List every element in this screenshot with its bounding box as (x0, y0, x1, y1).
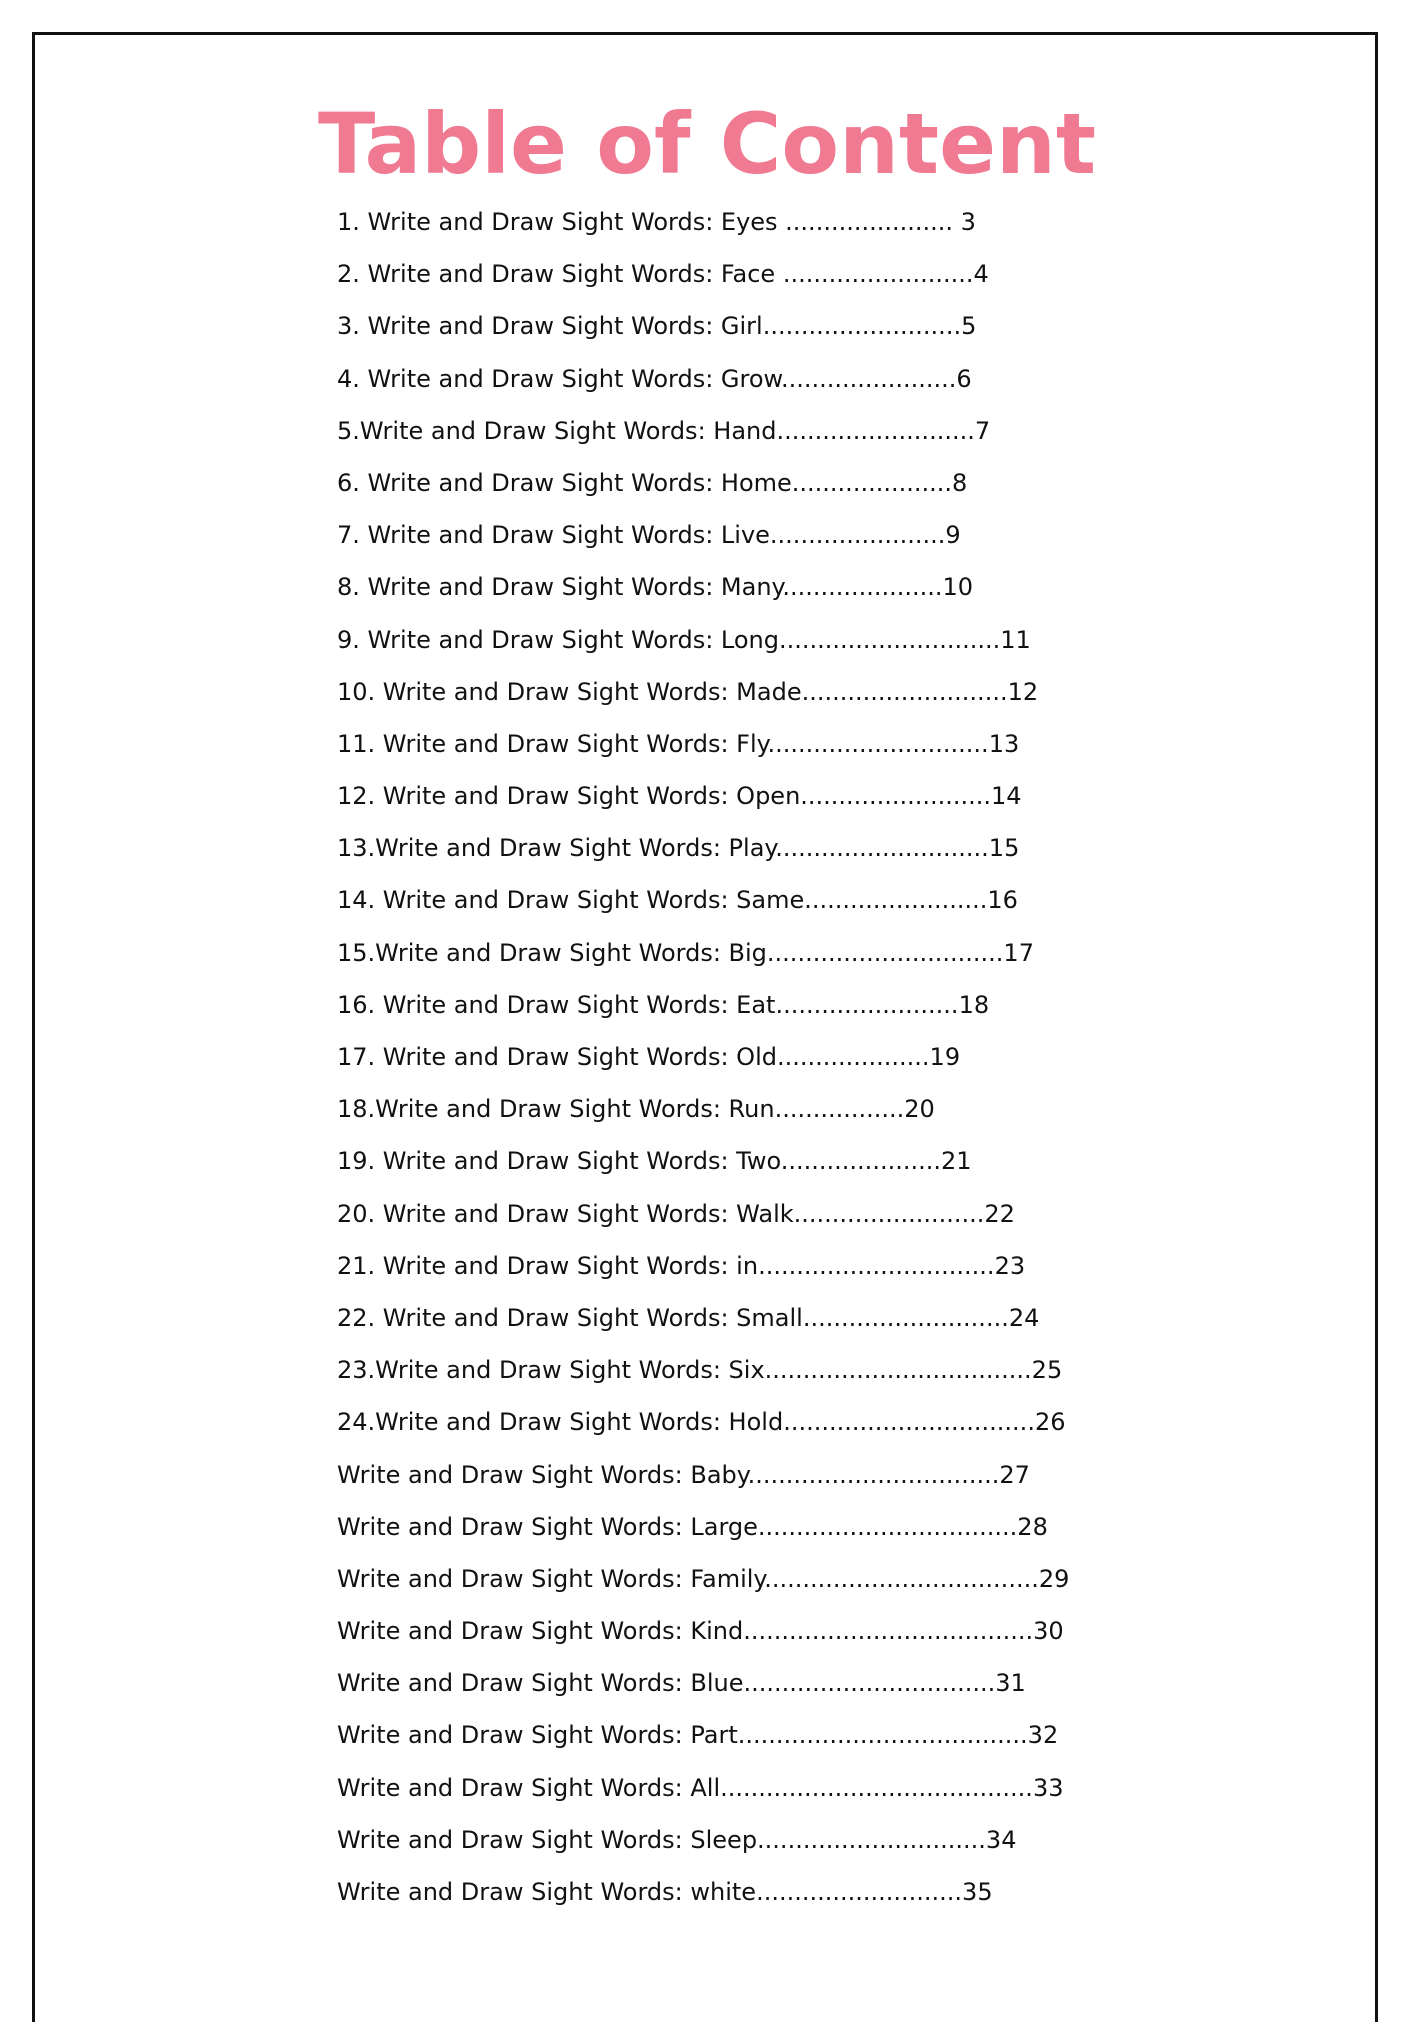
toc-entry-label: Write and Draw Sight Words: Large (337, 1512, 758, 1541)
toc-entry (337, 1455, 1069, 1507)
toc-entry-leader: ..................... (780, 1147, 941, 1176)
toc-entry-page: 7 (974, 416, 991, 445)
toc-entry-page: 29 (1038, 1564, 1070, 1593)
toc-entry-page: 23 (994, 1251, 1026, 1280)
toc-entry (337, 672, 1069, 724)
toc-entry-label: 14. Write and Draw Sight Words: Same (337, 886, 805, 915)
toc-entry (337, 776, 1069, 828)
toc-entry-leader: ..................... (791, 468, 952, 497)
toc-entry-label: 18.Write and Draw Sight Words: Run (337, 1095, 775, 1124)
toc-entry-page: 4 (973, 260, 989, 289)
toc-entry-label: 16. Write and Draw Sight Words: Eat (337, 990, 776, 1019)
toc-entry (337, 411, 1069, 463)
toc-entry-label: 13.Write and Draw Sight Words: Play (337, 834, 776, 863)
toc-entry-leader: ....................... (769, 521, 946, 550)
toc-entry-page: 26 (1034, 1408, 1066, 1437)
toc-entry (337, 306, 1069, 358)
toc-entry-page: 16 (987, 886, 1018, 915)
toc-entry-page: 13 (988, 729, 1020, 758)
page-title: Table of Content (317, 95, 1097, 193)
toc-entry-leader: ........................ (804, 886, 988, 915)
toc-entry-label: 8. Write and Draw Sight Words: Many (337, 573, 783, 602)
toc-entry (337, 1820, 1069, 1872)
toc-entry (337, 202, 1069, 254)
toc-entry-label: Write and Draw Sight Words: Baby (337, 1460, 748, 1489)
toc-entry-leader: .............................. (757, 1825, 986, 1854)
toc-entry (337, 1037, 1069, 1089)
toc-entry-label: Write and Draw Sight Words: Kind (337, 1617, 744, 1646)
toc-entry (337, 828, 1069, 880)
toc-entry-label: 7. Write and Draw Sight Words: Live (337, 521, 770, 550)
toc-entry (337, 567, 1069, 619)
toc-entry-label: 17. Write and Draw Sight Words: Old (337, 1043, 777, 1071)
toc-entry (337, 985, 1069, 1037)
toc-entry-leader: .......................... (776, 416, 975, 445)
toc-entry-page: 22 (984, 1199, 1015, 1228)
toc-entry-leader: ...................................... (743, 1617, 1034, 1646)
toc-entry-page: 35 (962, 1878, 993, 1906)
toc-entry (337, 880, 1069, 932)
toc-entry-leader: ..................... (782, 573, 943, 602)
toc-entry-leader: ........................ (775, 990, 959, 1019)
toc-entry-label: Write and Draw Sight Words: Sleep (337, 1825, 758, 1854)
toc-entry-leader: ......................... (793, 1199, 985, 1228)
toc-entry-leader: .................................... (764, 1564, 1039, 1593)
toc-entry-label: 24.Write and Draw Sight Words: Hold (337, 1408, 784, 1437)
toc-entry-label: 9. Write and Draw Sight Words: Long (337, 625, 779, 654)
toc-entry-page: 31 (995, 1669, 1026, 1698)
toc-entry-page: 33 (1032, 1773, 1064, 1802)
toc-entry (337, 724, 1069, 776)
toc-entry-label: 2. Write and Draw Sight Words: Face (337, 260, 783, 289)
toc-entry-page: 20 (904, 1095, 935, 1124)
toc-entry (337, 1507, 1069, 1559)
toc-entry (337, 1298, 1069, 1350)
toc-entry-label: 11. Write and Draw Sight Words: Fly (337, 729, 768, 758)
toc-entry-leader: ...................................... (737, 1721, 1028, 1750)
toc-entry (337, 1402, 1069, 1454)
toc-entry-label: Write and Draw Sight Words: All (337, 1773, 721, 1802)
toc-entry-label: Write and Draw Sight Words: Part (337, 1721, 738, 1750)
toc-entry-label: 3. Write and Draw Sight Words: Girl (337, 312, 763, 341)
toc-entry-leader: ................................. (747, 1460, 1000, 1489)
toc-entry-page: 30 (1033, 1617, 1064, 1646)
toc-entry (337, 1559, 1069, 1611)
toc-entry-leader: ......................... (800, 782, 992, 811)
toc-entry-leader: ...................... (785, 208, 954, 236)
toc-entry-leader: ........................... (802, 1303, 1009, 1332)
toc-entry-leader: .................................. (757, 1512, 1018, 1541)
toc-entry-leader: .......................... (762, 312, 962, 341)
toc-entry (337, 1872, 1069, 1924)
toc-entry (337, 1663, 1069, 1715)
toc-entry-label: 15.Write and Draw Sight Words: Big (337, 938, 767, 967)
toc-entry-leader: ................................. (783, 1408, 1035, 1437)
toc-entry-leader: ................. (774, 1095, 905, 1124)
toc-entry-page: 12 (1007, 677, 1039, 706)
toc-entry (337, 1246, 1069, 1298)
toc-entry-label: 5.Write and Draw Sight Words: Hand (337, 416, 777, 445)
toc-entry-label: Write and Draw Sight Words: Blue (337, 1669, 744, 1698)
toc-entry-page: 15 (988, 834, 1020, 863)
toc-entry-page: 8 (952, 468, 968, 497)
toc-entry-label: 12. Write and Draw Sight Words: Open (337, 782, 801, 811)
toc-entry-leader: ........................... (756, 1878, 963, 1906)
toc-entry-page: 17 (1003, 938, 1034, 967)
toc-entry-page: 14 (991, 782, 1022, 811)
toc-entry (337, 463, 1069, 515)
toc-entry-page: 32 (1027, 1721, 1059, 1750)
toc-entry (337, 515, 1069, 567)
toc-entry-label: 21. Write and Draw Sight Words: in (337, 1251, 759, 1280)
toc-entry-leader: ............................... (766, 938, 1004, 967)
toc-entry-page: 27 (999, 1460, 1030, 1489)
toc-entry-leader: ............................ (775, 834, 989, 863)
toc-entry-label: Write and Draw Sight Words: white (337, 1878, 757, 1906)
toc-entry-page: 21 (940, 1147, 972, 1176)
table-of-contents (337, 202, 1069, 1924)
toc-entry-page: 25 (1031, 1356, 1063, 1385)
toc-entry-leader: ............................. (767, 729, 989, 758)
toc-entry (337, 1350, 1069, 1402)
toc-entry-label: 20. Write and Draw Sight Words: Walk (337, 1199, 794, 1228)
toc-entry-page: 19 (929, 1043, 961, 1071)
toc-entry-label: 4. Write and Draw Sight Words: Grow (337, 364, 781, 393)
toc-entry (337, 620, 1069, 672)
toc-entry-leader: ............................. (778, 625, 1001, 654)
toc-entry-page: 28 (1017, 1512, 1048, 1541)
toc-entry-label: 10. Write and Draw Sight Words: Made (337, 677, 802, 706)
toc-entry (337, 1768, 1069, 1820)
toc-entry (337, 1194, 1069, 1246)
toc-entry-leader: ......................................... (720, 1773, 1033, 1802)
toc-entry-page: 3 (953, 208, 976, 236)
toc-entry-page: 18 (958, 990, 990, 1019)
toc-entry-label: 6. Write and Draw Sight Words: Home (337, 468, 792, 497)
toc-entry-label: 1. Write and Draw Sight Words: Eyes (337, 208, 786, 236)
toc-entry-leader: ........................... (801, 677, 1008, 706)
toc-entry (337, 1715, 1069, 1767)
toc-entry-page: 5 (961, 312, 977, 341)
toc-entry-label: 19. Write and Draw Sight Words: Two (337, 1147, 781, 1176)
toc-entry-page: 10 (942, 573, 974, 602)
toc-entry-page: 6 (956, 364, 972, 393)
toc-entry-leader: ................................. (743, 1669, 996, 1698)
toc-entry-label: 23.Write and Draw Sight Words: Six (337, 1356, 765, 1385)
toc-entry-leader: ................................... (764, 1356, 1032, 1385)
toc-entry-leader: ......................... (782, 260, 974, 289)
toc-entry-leader: ....................... (780, 364, 957, 393)
toc-entry (337, 1611, 1069, 1663)
toc-entry-leader: .................... (776, 1043, 930, 1071)
toc-entry-page: 11 (1000, 625, 1031, 654)
toc-entry-label: Write and Draw Sight Words: Family (337, 1564, 765, 1593)
toc-entry-page: 34 (985, 1825, 1017, 1854)
toc-entry (337, 1089, 1069, 1141)
toc-entry-page: 9 (945, 521, 961, 550)
toc-entry (337, 359, 1069, 411)
toc-entry (337, 1141, 1069, 1193)
toc-entry-label: 22. Write and Draw Sight Words: Small (337, 1303, 803, 1332)
toc-entry (337, 933, 1069, 985)
toc-entry (337, 254, 1069, 306)
toc-entry-leader: ............................... (758, 1251, 995, 1280)
toc-entry-page: 24 (1008, 1303, 1040, 1332)
